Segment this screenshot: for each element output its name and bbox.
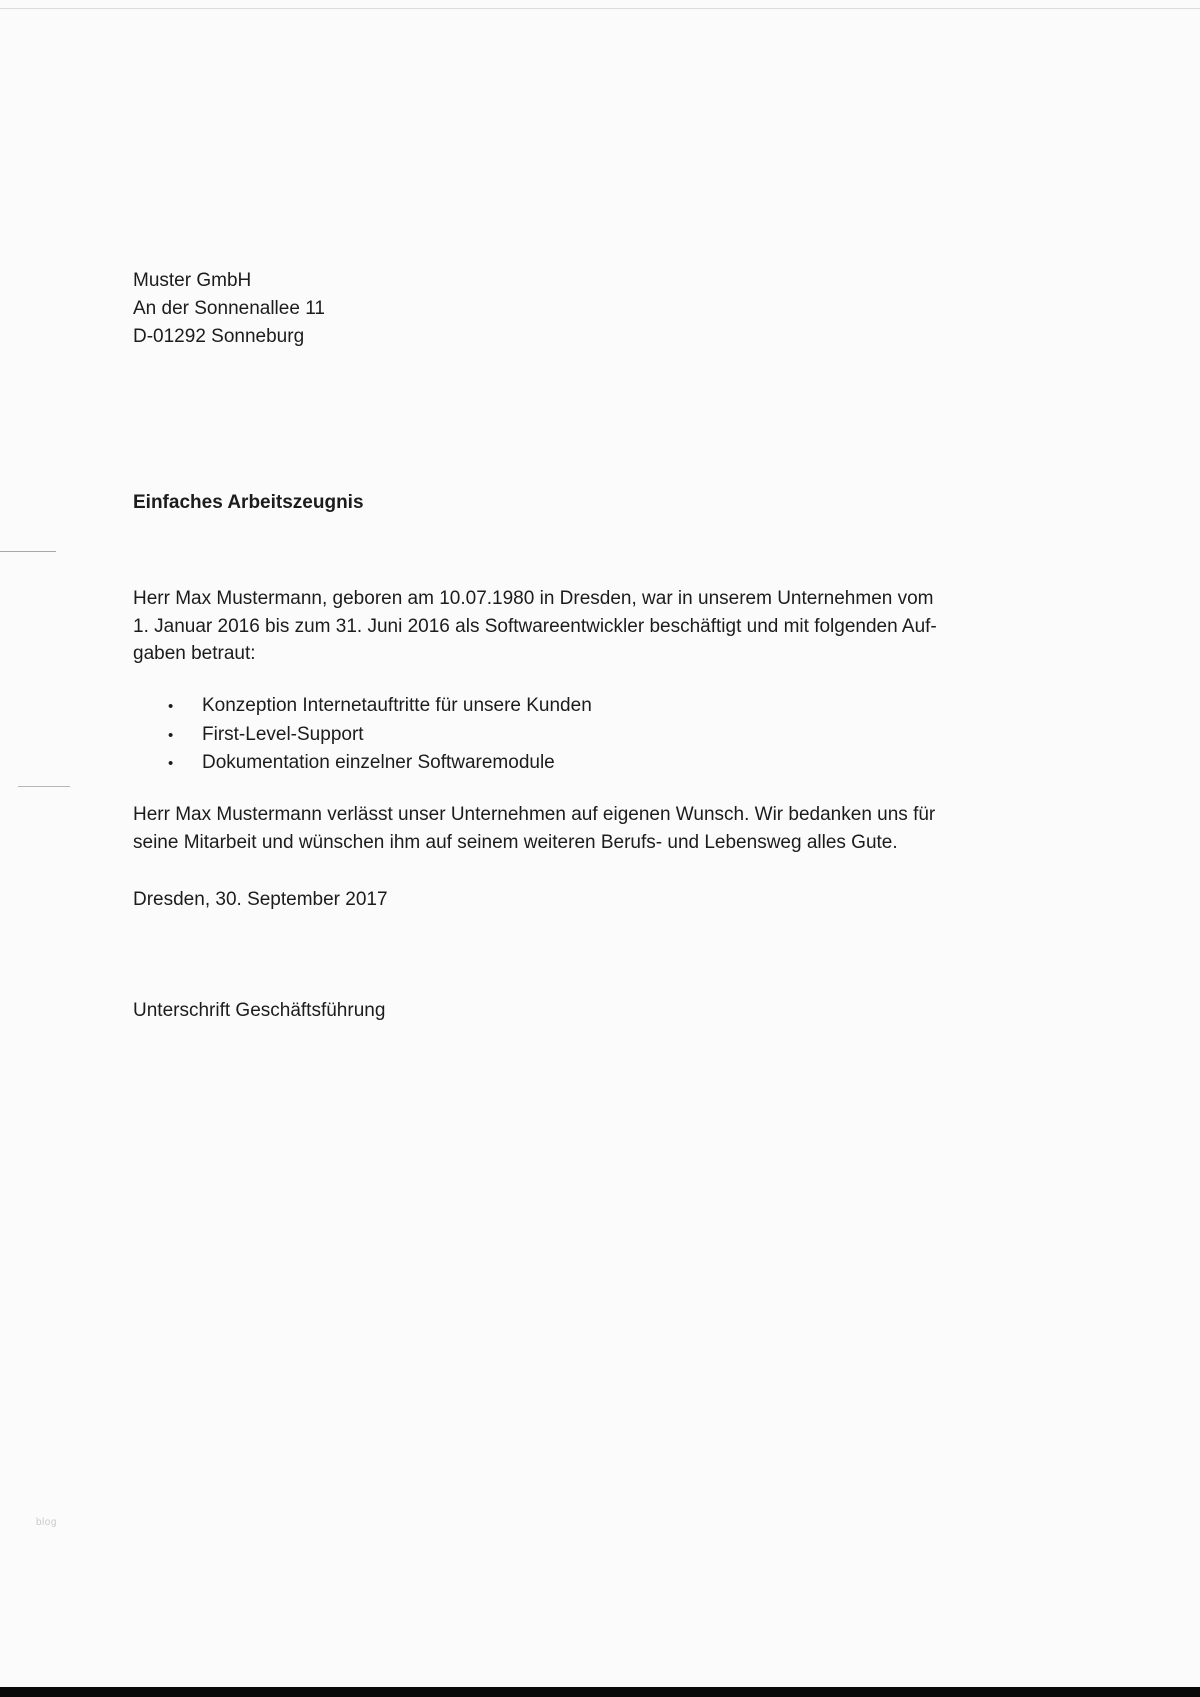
list-item: [168, 692, 592, 721]
sender-company: Muster GmbH: [133, 270, 252, 291]
list-item: [168, 749, 592, 778]
sender-street: An der Sonnenallee 11: [133, 298, 325, 319]
intro-line-1: Herr Max Mustermann, geboren am 10.07.1980 in Dresden, war in unserem Unternehmen vom: [133, 588, 934, 609]
date-place-line: Dresden, 30. September 2017: [133, 889, 388, 910]
closing-line-2: seine Mitarbeit und wünschen ihm auf seinem weiteren Berufs- und Lebensweg alles Gute.: [133, 831, 898, 853]
task-label: Konzeption Internetauftritte für unsere Kunden: [202, 695, 592, 716]
sender-city: D-01292 Sonneburg: [133, 326, 305, 347]
task-label: First-Level-Support: [202, 723, 364, 745]
top-divider-line: [0, 8, 1200, 9]
signature-label: Unterschrift Geschäftsführung: [133, 1000, 386, 1021]
bullet-marker: [168, 722, 202, 750]
list-item: [168, 721, 592, 750]
closing-line-1: Herr Max Mustermann verlässt unser Unternehmen auf eigenen Wunsch. Wir bedanken uns für: [133, 804, 936, 825]
intro-line-2: 1. Januar 2016 bis zum 31. Juni 2016 als Softwareentwickler beschäftigt und mit folgenden Auf-: [133, 615, 937, 637]
fold-mark-top: [0, 551, 56, 552]
bottom-black-bar: [0, 1687, 1200, 1697]
task-label: Dokumentation einzelner Softwaremodule: [202, 752, 555, 773]
bullet-marker: [168, 750, 202, 778]
intro-line-3: gaben betraut:: [133, 643, 256, 664]
intro-paragraph: [133, 585, 937, 668]
document-title: Einfaches Arbeitszeugnis: [133, 492, 364, 513]
closing-paragraph: [133, 801, 935, 856]
fold-mark-bottom: [18, 786, 70, 787]
task-list: [168, 692, 592, 778]
watermark-text: blog: [36, 1517, 57, 1528]
sender-address-block: [133, 267, 325, 351]
bullet-marker: [168, 693, 202, 721]
